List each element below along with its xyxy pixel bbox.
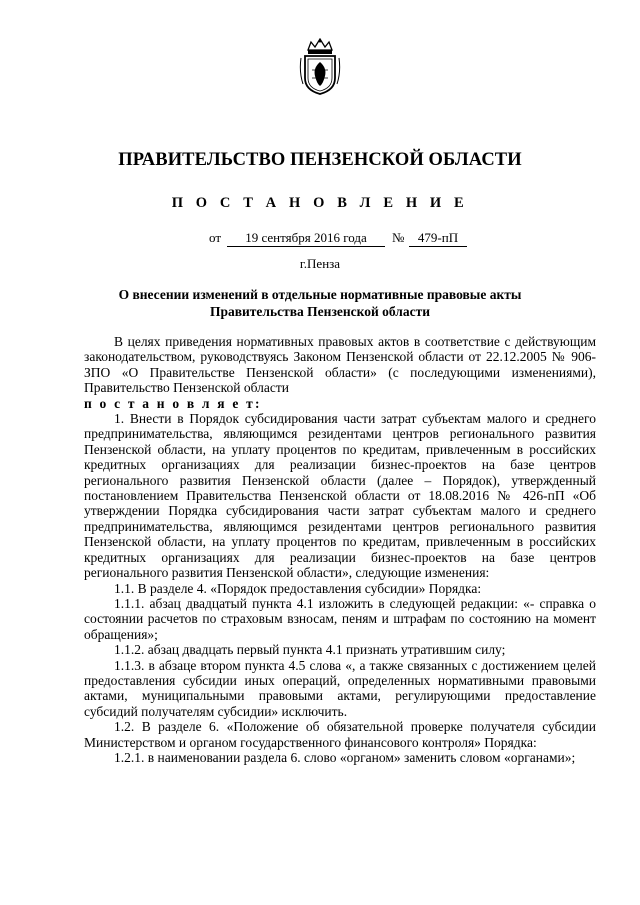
document-subject: О внесении изменений в отдельные нормативные правовые акты Правительства Пензенской области bbox=[118, 287, 522, 319]
paragraph-1-1-1: 1.1.1. абзац двадцатый пункта 4.1 изложить в следующей редакции: «- справка о состоянии расчетов по страховым взносам, пеням и штрафам по состоянию на момент обращения»; bbox=[84, 595, 596, 642]
document-body bbox=[84, 334, 596, 765]
number-prefix: № bbox=[392, 230, 405, 245]
paragraph-1-2-1: 1.2.1. в наименовании раздела 6. слово «органом» заменить словом «органами»; bbox=[114, 749, 576, 765]
document-date: 19 сентября 2016 года bbox=[227, 230, 385, 247]
coat-of-arms-icon bbox=[299, 38, 341, 96]
preamble-paragraph: В целях приведения нормативных правовых актов в соответствие с действующим законодательством, руководствуясь Законом Пензенской области от 22.12.2005 № 906-ЗПО «О Правительстве Пензенской области» (с последующими изменениями), Правительство Пензенской области bbox=[84, 334, 596, 396]
paragraph-1-1-3: 1.1.3. в абзаце втором пункта 4.5 слова «, а также связанных с достижением целей предоставления субсидии иных операций, определенных нормативными правовыми актами, муниципальными правовыми актами, регулирующими предоставление субсидий получателям субсидии» исключить. bbox=[84, 657, 596, 719]
date-prefix: от bbox=[209, 230, 222, 245]
paragraph-1-2: 1.2. В разделе 6. «Положение об обязательной проверке получателя субсидии Министерством и органом государственного финансового контроля» Порядка: bbox=[84, 719, 596, 750]
decides-word: п о с т а н о в л я е т: bbox=[84, 395, 262, 411]
paragraph-1-1-2: 1.1.2. абзац двадцать первый пункта 4.1 признать утратившим силу; bbox=[114, 642, 506, 658]
document-number: 479-пП bbox=[409, 230, 467, 247]
city-label: г.Пенза bbox=[299, 256, 341, 271]
paragraph-1: 1. Внести в Порядок субсидирования части затрат субъектам малого и среднего предпринимательства, являющимся резидентами центров регионального развития Пензенской области, на уплату процентов по кредитам, привлеченным в российских кредитных организациях для реализации бизнес-проектов на базе центров регионального развития Пензенской области (далее – Порядок), утвержденный постановлением Правительства Пензенской области от 18.08.2016 № 426-пП «Об утверждении Порядка субсидирования части затрат субъектам малого и среднего предпринимательства, являющимся резидентами центров регионального развития Пензенской области, на уплату процентов по кредитам, привлеченным в российских кредитных организациях для реализации бизнес-проектов на базе центров регионального развития Пензенской области», следующие изменения: bbox=[84, 411, 596, 581]
date-number-line bbox=[209, 230, 469, 250]
government-title: ПРАВИТЕЛЬСТВО ПЕНЗЕНСКОЙ ОБЛАСТИ bbox=[118, 150, 522, 170]
paragraph-1-1: 1.1. В разделе 4. «Порядок предоставления субсидии» Порядка: bbox=[114, 580, 482, 596]
document-type: П О С Т А Н О В Л Е Н И Е bbox=[171, 195, 469, 211]
